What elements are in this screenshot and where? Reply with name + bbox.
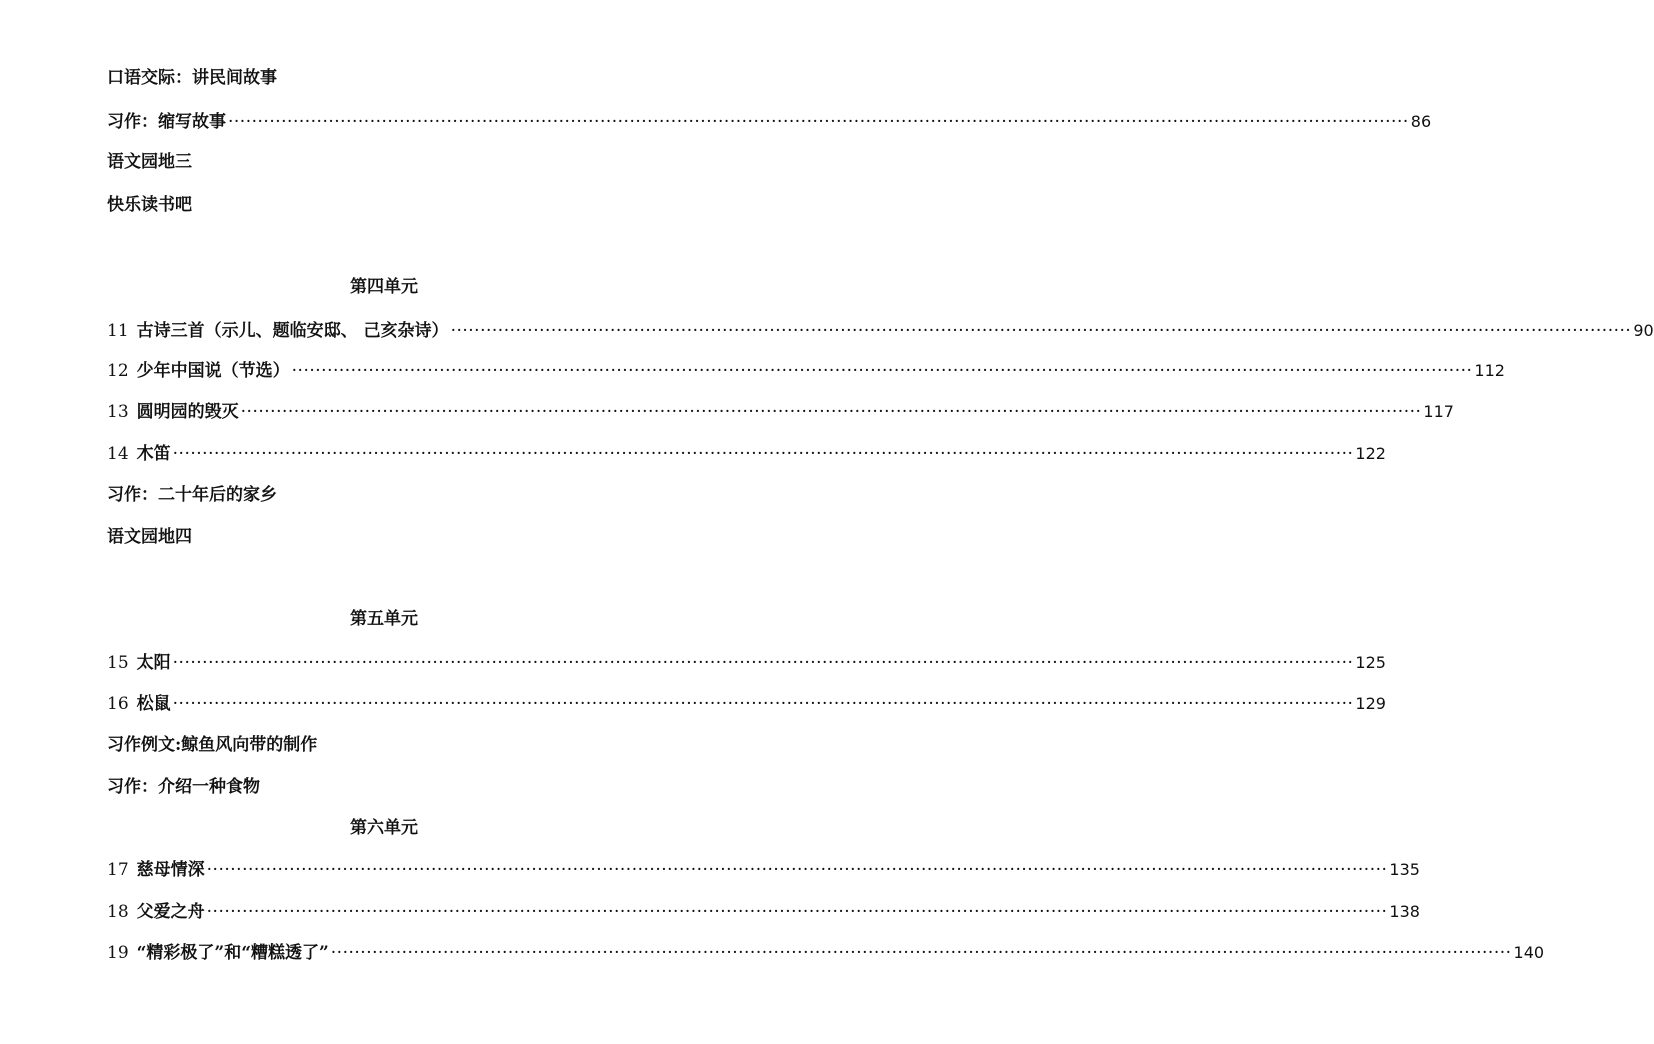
toc-entry [107, 480, 277, 506]
toc-entry[interactable] [107, 855, 1420, 881]
lesson-number: 17 [107, 860, 129, 880]
lesson-number: 11 [107, 321, 129, 341]
lesson-number: 18 [107, 902, 129, 922]
page-number: 129 [1355, 694, 1386, 713]
entry-title: 习作例文:鲸鱼风向带的制作 [107, 735, 318, 755]
entry-title: 父爱之舟 [136, 902, 205, 922]
entry-title: 松鼠 [136, 694, 171, 714]
page-number: 140 [1513, 943, 1545, 962]
entry-title: 习作：介绍一种食物 [107, 777, 260, 797]
entry-title: 语文园地四 [107, 527, 192, 547]
toc-entry[interactable] [107, 397, 1454, 423]
toc-entry [107, 190, 192, 216]
entry-title: 慈母情深 [136, 860, 205, 880]
toc-entry[interactable] [107, 689, 1386, 715]
entry-title: 口语交际：讲民间故事 [107, 68, 277, 88]
entry-title: 习作：缩写故事 [107, 112, 226, 132]
toc-entry[interactable] [107, 897, 1420, 923]
page-number: 135 [1389, 860, 1420, 879]
leader-dots: ········································································································································································································ [240, 402, 1422, 422]
toc-entry[interactable] [107, 648, 1386, 674]
unit-heading: 第六单元 [350, 818, 418, 838]
leader-dots: ········································································································································································································ [172, 444, 1354, 464]
lesson-number: 12 [107, 361, 129, 381]
lesson-number: 19 [107, 943, 129, 963]
page-number: 122 [1355, 444, 1386, 463]
unit-heading: 第四单元 [350, 277, 418, 297]
toc-entry [107, 772, 260, 798]
lesson-number: 13 [107, 402, 129, 422]
page-number: 125 [1355, 653, 1386, 672]
leader-dots: ········································································································································································································ [450, 321, 1632, 341]
page-number: 112 [1474, 361, 1505, 380]
leader-dots: ········································································································································································································ [291, 361, 1473, 381]
entry-title: 圆明园的毁灭 [136, 402, 239, 422]
entry-title: 语文园地三 [107, 152, 192, 172]
entry-title: 习作：二十年后的家乡 [107, 485, 277, 505]
leader-dots: ········································································································································································································ [228, 112, 1409, 132]
toc-entry [107, 63, 277, 89]
page-number: 138 [1389, 902, 1420, 921]
lesson-number: 14 [107, 444, 129, 464]
page-number: 90 [1633, 321, 1654, 340]
leader-dots: ········································································································································································································ [206, 902, 1388, 922]
leader-dots: ········································································································································································································ [206, 860, 1388, 880]
toc-entry[interactable] [107, 439, 1386, 465]
leader-dots: ········································································································································································································ [172, 653, 1354, 673]
toc-entry[interactable] [107, 938, 1545, 964]
entry-title: 古诗三首（示儿、题临安邸、 己亥杂诗） [136, 321, 449, 341]
page-number: 117 [1423, 402, 1454, 421]
toc-entry[interactable] [107, 316, 1654, 342]
lesson-number: 15 [107, 653, 129, 673]
toc-entry [107, 147, 192, 173]
entry-title: 太阳 [136, 653, 171, 673]
toc-entry[interactable] [107, 356, 1505, 382]
toc-entry [107, 730, 317, 756]
entry-title: 快乐读书吧 [107, 195, 192, 215]
page-number: 86 [1410, 112, 1432, 131]
leader-dots: ········································································································································································································ [172, 694, 1354, 714]
entry-title: “精彩极了”和“糟糕透了” [136, 943, 329, 963]
lesson-number: 16 [107, 694, 129, 714]
entry-title: 少年中国说（节选） [136, 361, 290, 381]
entry-title: 木笛 [136, 444, 171, 464]
leader-dots: ········································································································································································································ [330, 943, 1512, 963]
toc-entry[interactable] [107, 107, 1432, 133]
toc-entry [107, 522, 192, 548]
unit-heading: 第五单元 [350, 609, 418, 629]
